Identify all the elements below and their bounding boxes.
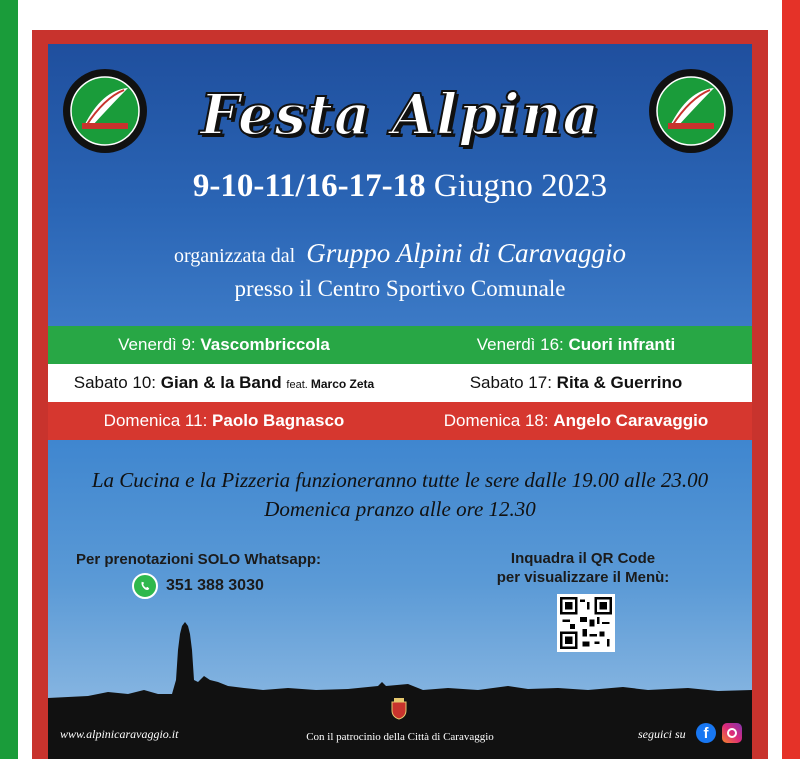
schedule-entry: Domenica 18: Angelo Caravaggio	[443, 411, 709, 430]
schedule-entry: Sabato 17: Rita & Guerrino	[469, 373, 683, 392]
whatsapp-icon	[132, 573, 158, 599]
qr-caption: Inquadra il QR Code per visualizzare il Menù:	[496, 550, 670, 586]
group-name: Gruppo Alpini di Caravaggio	[306, 238, 626, 268]
poster-content	[48, 44, 752, 759]
event-dates	[48, 168, 752, 205]
event-days: 9-10-11/16-17-18	[192, 168, 426, 204]
featuring-note: feat. Marco Zeta	[286, 377, 375, 391]
event-month-year: Giugno 2023	[433, 168, 608, 204]
city-coat-of-arms-icon	[390, 698, 408, 720]
poster-title: Festa Alpina	[200, 82, 600, 148]
organizer-line	[48, 238, 752, 269]
flag-red-stripe	[782, 0, 800, 759]
header-panel	[48, 44, 752, 326]
follow-label: seguici su	[638, 727, 686, 741]
organized-by-label: organizzata dal	[173, 245, 296, 267]
flag-white-band	[18, 0, 782, 14]
schedule-row	[48, 402, 752, 440]
schedule-entry: Sabato 10: Gian & la Band feat. Marco Zeta	[73, 373, 375, 392]
kitchen-hours: La Cucina e la Pizzeria funzioneranno tutte le sere dalle 19.00 alle 23.00 Domenica pranzo alle ore 12.30	[91, 468, 709, 521]
schedule-entry: Venerdì 16: Cuori infranti	[476, 335, 676, 354]
facebook-icon[interactable]: f	[696, 723, 716, 743]
flag-green-stripe	[0, 0, 18, 759]
patronage-note: Con il patrocinio della Città di Caravaggio	[306, 731, 494, 743]
schedule-row	[48, 364, 752, 402]
website-link[interactable]: www.alpinicaravaggio.it	[60, 727, 179, 741]
schedule-row	[48, 326, 752, 364]
booking-label: Per prenotazioni SOLO Whatsapp:	[76, 551, 322, 568]
schedule-entry: Venerdì 9: Vascombriccola	[118, 335, 330, 354]
info-panel	[48, 440, 752, 759]
schedule-entry: Domenica 11: Paolo Bagnasco	[103, 411, 345, 430]
instagram-icon[interactable]	[722, 723, 742, 743]
phone-number[interactable]: 351 388 3030	[166, 577, 264, 594]
venue-line: presso il Centro Sportivo Comunale	[234, 276, 566, 301]
